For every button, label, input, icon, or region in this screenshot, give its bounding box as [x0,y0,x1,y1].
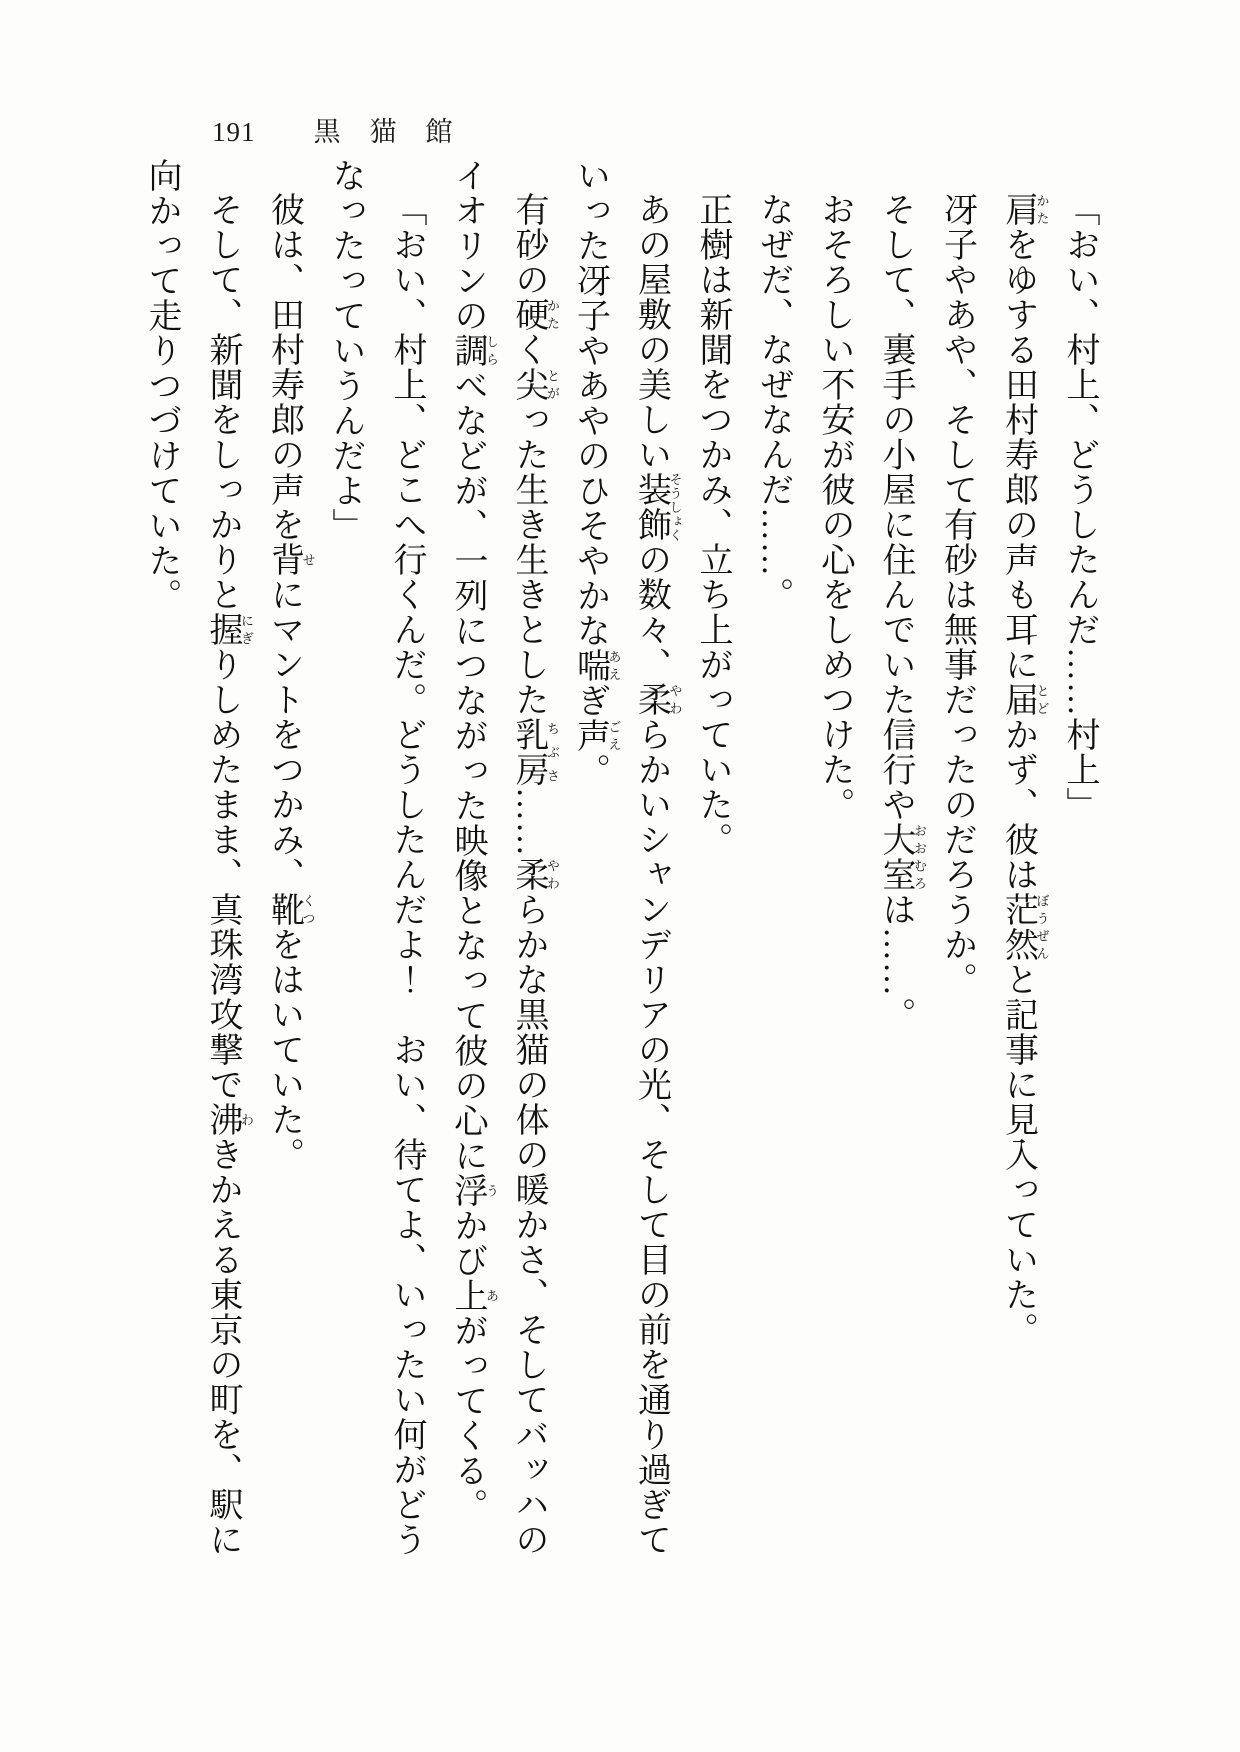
furigana: とが [545,367,560,402]
furigana: あえ [606,648,622,683]
ruby-annotated-text: 上あ [449,1278,499,1313]
ruby-annotated-text: 背せ [265,542,316,577]
furigana: そうしょく [667,472,683,542]
paragraph: 冴子やあや、そして有砂は無事だったのだろうか。 [938,192,976,997]
ruby-annotated-text: 沸わ [204,1102,254,1137]
paragraph: なぜだ、なぜなんだ……。 [755,192,792,612]
paragraph: 「おい、村上、どこへ行くんだ。どうしたんだよ！ おい、待てよ、いったい何がどうなったっていうんだよ」 [327,158,425,1557]
ruby-annotated-text: 浮う [449,1173,499,1208]
paragraph: そして、裏手の小屋に住んでいた信行や大室おおむろは……。 [877,192,927,1032]
ruby-annotated-text: 声ごえ [571,718,622,753]
furigana: やわ [667,682,683,717]
ruby-annotated-text: 尖とが [510,367,560,402]
furigana: とど [1034,682,1050,717]
furigana: しら [484,333,499,368]
furigana: おおむろ [912,822,927,892]
paragraph: おそろしい不安が彼の心をしめつけた。 [816,192,853,822]
page-number: 191 [212,117,256,147]
ruby-annotated-text: 硬かた [510,297,560,332]
ruby-annotated-text: 調しら [449,333,499,368]
ruby-annotated-text: 握にぎ [204,612,254,647]
paragraph: 有砂の硬かたく尖とがった生き生きとした乳房ちぶさ……柔やわらかな黒猫の体の暖かさ、そしてバッハのイオリンの調しらべなどが、一列につながった映像となって彼の心に浮うかび上あがってくる。 [449,158,560,1557]
paragraph: 彼は、田村寿郎の声を背せにマントをつかみ、靴くつをはいていた。 [265,192,316,1172]
ruby-annotated-text: 柔やわ [510,857,560,892]
ruby-annotated-text: 肩かた [999,192,1050,227]
ruby-annotated-text: 装飾そうしょく [632,472,683,542]
ruby-annotated-text: 乳房ちぶさ [510,717,560,787]
ruby-annotated-text: 柔やわ [632,682,683,717]
furigana: ちぶさ [545,717,560,787]
furigana: やわ [545,857,560,892]
paragraph: 「おい、村上、どうしたんだ……村上」 [1061,192,1098,822]
paragraph: そして、新聞をしっかりと握にぎりしめたまま、真珠湾攻撃で沸わきかえる東京の町を、駅に向かって走りつづけていた。 [143,158,254,1557]
body-text [130,158,1110,1562]
furigana: ぼうぜん [1034,892,1050,962]
ruby-annotated-text: 届とど [999,682,1050,717]
ruby-annotated-text: 喘あえ [571,648,622,683]
furigana: かた [545,297,560,332]
ruby-annotated-text: 茫然ぼうぜん [999,892,1050,962]
furigana: う [484,1173,499,1208]
furigana: かた [1034,192,1050,227]
paragraph: あの屋敷の美しい装飾そうしょくの数々、柔やわらかいシャンデリアの光、そして目の前を通り過ぎていった冴子やあやのひそやかな喘あえぎ声ごえ。 [571,158,683,1557]
ruby-annotated-text: 大室おおむろ [877,822,927,892]
furigana: くつ [300,892,316,927]
furigana: わ [239,1102,254,1137]
furigana: ごえ [606,718,622,753]
paragraph: 正樹は新聞をつかみ、立ち上がっていた。 [694,192,731,857]
ruby-annotated-text: 靴くつ [265,892,316,927]
furigana: せ [300,542,316,577]
furigana: にぎ [239,612,254,647]
furigana: あ [484,1278,499,1313]
book-title: 黒 猫 館 [313,117,454,147]
paragraph: 肩かたをゆする田村寿郎の声も耳に届とどかず、彼は茫然ぼうぜんと記事に見入っていた。 [999,192,1050,1347]
